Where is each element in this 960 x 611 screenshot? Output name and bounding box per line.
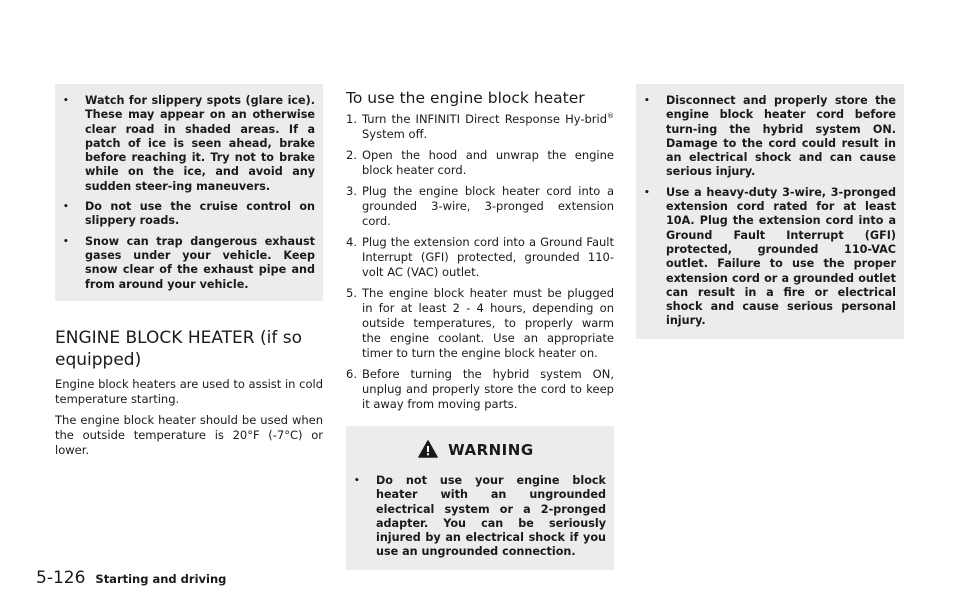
caution-box	[55, 84, 323, 301]
intro-paragraph: Engine block heaters are used to assist in cold temperature starting.	[55, 376, 323, 406]
caution-list	[55, 94, 315, 292]
step-number: 5.	[346, 286, 357, 300]
page-footer	[36, 568, 226, 589]
section-title-line1: ENGINE BLOCK HEATER (if so	[55, 327, 303, 348]
step-item	[346, 235, 614, 280]
warning-list	[346, 474, 606, 560]
registered-mark: ®	[607, 112, 614, 121]
step-item	[346, 367, 614, 412]
caution-item: • Watch for slippery spots (glare ice). These may appear on an otherwise clear road in shaded areas. If a patch of ice is seen ahead, brake before reaching it. Try not to brake while on the ice, and avoid any sudden steer-ing maneuvers.	[55, 94, 315, 194]
step-number: 4.	[346, 235, 357, 249]
subsection-title: To use the engine block heater	[346, 89, 585, 107]
temperature-paragraph: The engine block heater should be used when the outside temperature is 20°F (-7°C) or lower.	[55, 412, 323, 457]
right-column	[636, 0, 904, 339]
step-number: 3.	[346, 184, 357, 198]
warning-item: • Disconnect and properly store the engine block heater cord before turn-ing the hybrid system ON. Damage to the cord could result in an electrical shock and can cause serious injury.	[636, 94, 896, 180]
warning-continued-list	[636, 94, 896, 329]
step-text: Before turning the hybrid system ON, unplug and properly store the cord to keep it away from moving parts.	[362, 367, 614, 411]
left-column	[55, 0, 323, 464]
warning-triangle-icon	[418, 440, 438, 458]
warning-item: • Use a heavy-duty 3-wire, 3-pronged extension cord rated for at least 10A. Plug the extension cord into a Ground Fault Interrupt (GFI) protected, grounded 110-VAC outlet. Failure to use the proper extension cord or a grounded outlet can result in a fire or electrical shock and cause serious personal injury.	[636, 186, 896, 329]
step-text: Turn the INFINITI Direct Response Hy-brid	[362, 112, 607, 126]
warning-box	[346, 426, 614, 570]
warning-item: • Do not use your engine block heater with an ungrounded electrical system or a 2-pronged adapter. You can be seriously injured by an electrical shock if you use an ungrounded connection.	[346, 474, 606, 560]
step-text: The engine block heater must be plugged in for at least 2 - 4 hours, depending on outside temperatures, to properly warm the engine coolant. Use an appropriate timer to turn the engine block heater on.	[362, 286, 614, 360]
caution-item: • Do not use the cruise control on slippery roads.	[55, 200, 315, 229]
step-number: 1.	[346, 112, 357, 126]
step-number: 2.	[346, 148, 357, 162]
section-heading	[55, 327, 323, 371]
warning-header	[346, 436, 606, 474]
warning-label: WARNING	[448, 441, 534, 459]
middle-column	[346, 0, 614, 570]
section-title-line2: equipped)	[55, 349, 142, 370]
step-number: 6.	[346, 367, 357, 381]
chapter-title: Starting and driving	[95, 572, 227, 586]
step-item	[346, 286, 614, 361]
page-number: 5-126	[36, 568, 86, 588]
step-text: Open the hood and unwrap the engine block heater cord.	[362, 148, 614, 177]
step-text: Plug the engine block heater cord into a grounded 3-wire, 3-pronged extension cord.	[362, 184, 614, 228]
step-item	[346, 112, 614, 142]
step-item	[346, 148, 614, 178]
caution-item: • Snow can trap dangerous exhaust gases under your vehicle. Keep snow clear of the exhaust pipe and from around your vehicle.	[55, 235, 315, 292]
step-text: Plug the extension cord into a Ground Fault Interrupt (GFI) protected, grounded 110-volt AC (VAC) outlet.	[362, 235, 614, 279]
step-item	[346, 184, 614, 229]
steps-list	[346, 112, 614, 412]
warning-continued-box	[636, 84, 904, 339]
step-text-tail: System off.	[362, 127, 428, 141]
